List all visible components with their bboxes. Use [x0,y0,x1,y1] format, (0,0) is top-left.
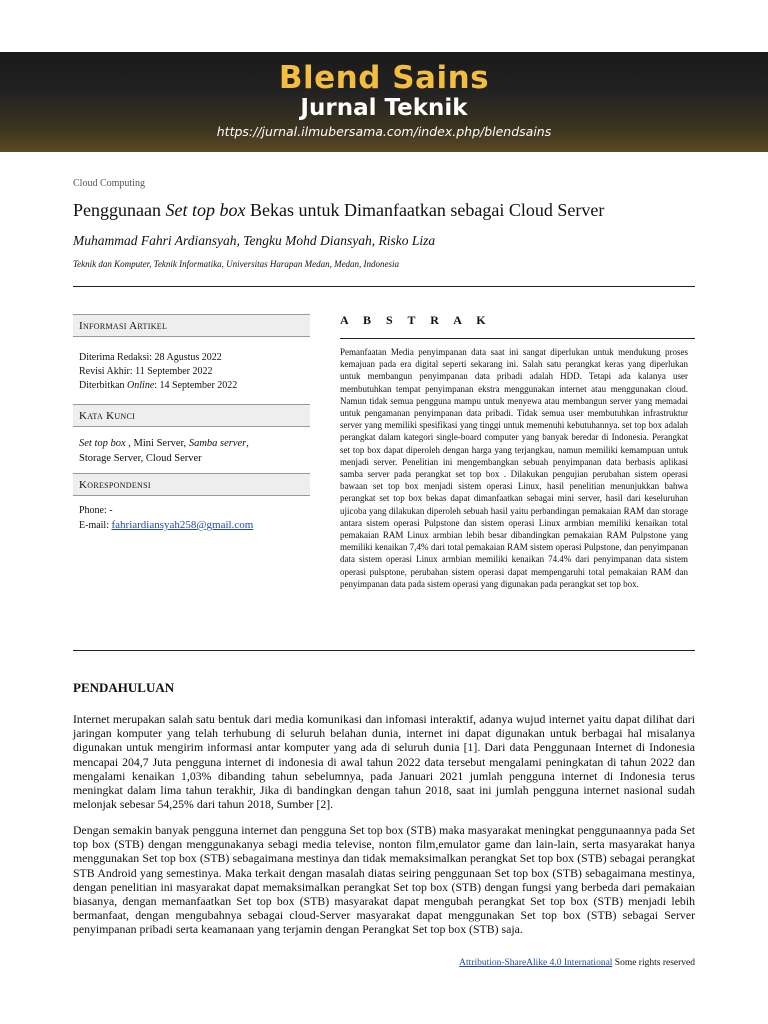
info-heading: Informasi Artikel [73,314,310,337]
article-dates [79,351,237,393]
section-heading: PENDAHULUAN [73,680,175,695]
article-category: Cloud Computing [73,178,145,189]
keywords-heading: Kata Kunci [73,404,310,427]
published-date: Diterbitkan Online: 14 September 2022 [79,380,238,391]
revised-date: Revisi Akhir: 11 September 2022 [79,366,213,377]
article-authors: Muhammad Fahri Ardiansyah, Tengku Mohd Diansyah, Risko Liza [73,233,436,248]
license-note: Attribution-ShareAlike 4.0 International Some rights reserved [459,958,695,968]
phone: Phone: - [79,505,113,516]
abstract-bottom-rule [73,650,695,651]
journal-url[interactable]: https://jurnal.ilmubersama.com/index.php/blendsains [216,124,552,139]
keywords-list: Set top box , Mini Server, Samba server, Storage Server, Cloud Server [79,438,249,464]
license-link[interactable]: Attribution-ShareAlike 4.0 International [459,958,613,968]
header-divider [73,286,695,287]
journal-banner [0,52,768,152]
article-title: Penggunaan Set top box Bekas untuk Dimanfaatkan sebagai Cloud Server [73,200,605,220]
intro-paragraph-1: Internet merupakan salah satu bentuk dari media komunikasi dan infomasi interaktif, adanya wujud internet yaitu dapat dilihat dari jaringan komputer yang telah terhubung di seluruh belahan dunia, internet ini dapat digunakan untuk berbagai hal misalanya digunakan untuk mengirim informasi antar komputer yang ada di seluruh dunia [1]. Dari data Penggunaan Internet di Indonesia mencapai 204,7 Juta pengguna internet di indonesia di awal tahun 2022 data tersebut mengalami peningkatan di tahun 2022 dan mengalami kenaikan 1,03% dibanding tahun sebelumnya, pada Januari 2021 jumlah pengguna internet di Indonesia terus meningkat dalam lima tahun terakhir, Jika di bandingkan dengan tahun 2018, saat ini jumlah pengguna internet nasional sudah melonjak sebesar 54,25% dari tahun 2018, Sumber [2]. [73,712,695,812]
email-link[interactable]: fahriardiansyah258@gmail.com [111,519,254,531]
correspondence-details: Phone: - E-mail: fahriardiansyah258@gmail.com [79,505,254,531]
journal-brand: Blend Sains [278,60,490,96]
intro-paragraph-2: Dengan semakin banyak pengguna internet dan pengguna Set top box (STB) maka masyarakat meningkat penggunaannya pada Set top box (STB) dengan menggunakanya sebagi media televise, nonton film,emulator game dan lain-lain, serta masyarakat hanya menggunakan Set top box (STB) sebagaimana mestinya dan tidak memaksimalkan perangkat Set top box (STB) sebagai perangkat STB Android yang semestinya. Maka terkait dengan masalah diatas seiring penggunaan Set top box (STB) sebagaimana mestinya, dengan penelitian ini masyarakat dapat memaksimalkan perangkat Set top box (STB) dengan fungsi yang berbeda dari pemakaian biasanya, dengan memanfaatkan Set top box (STB) masyarakat dapat mengubah perangkat Set top box (STB) menjadi lebih bermanfaat, dengan mengubahnya sebagai cloud-Server masyarakat dapat menggunakan Set top box (STB) sebagai Server penyimpanan pribadi serta keamanaan yang terjamin dengan Perangkat Set top box (STB) saja. [73,823,695,937]
correspondence-heading: Korespondensi [73,473,310,496]
top-white-strip [0,0,768,52]
received-date: Diterima Redaksi: 28 Agustus 2022 [79,352,222,363]
abstract-text: Pemanfaatan Media penyimpanan data saat ini sangat diperlukan untuk mendukung proses kemajuan pada era digital seperti sekarang ini. Salah satu perangkat keras yang diperlukan untuk membangun penyimpanan data pribadi adalah HDD. Tetapi ada kalanya user membutuhkan tempat penyimpanan ekstra menggunakan internet atau menggunakan cloud. Namun tidak semua pengguna mampu untuk menyewa atau membangun server yang memadai untuk pengamanan penyimpanan data pribadi. Tidak semua user membutuhkan infrastruktur server yang memiliki spesifikasi yang tinggi untuk memenuhi kebutuhannya. set top box adalah perangkat dalam kategori single-board computer yang banyak beredar di Indonesia. Perangkat set top box dapat diperoleh dengan harga yang terjangkau, namun memiliki kemampuan untuk menjadi server. Penelitian ini mengembangkan sebuah penyimpanan data berbasis aplikasi samba server pada perangkat set top box . Dilakukan pengujian perubahan sistem operasi bawaan set top box menjadi sistem operasi Linux, hasil penelitian menunjukkan bahwa perangkat set top box bekas dapat dimanfaatkan sebagai mini server, hasil dari keseluruhan ujicoba yang dilakukan diperoleh sebuah hasil yaitu perbandingan pemakaian RAM dan storage antara sistem operasi Pulpstone dan sistem operasi Linux armbian memiliki kenaikan total pemakaian RAM Linux armbian lebih besar dibandingkan pemakaian RAM Pulpstone yang memiliki kenaikan 7,4% dari total pemakaian RAM sistem operasi Pulpstone, dan penyimpanan data sistem operasi Linux armbian memiliki kenaikan 74.4% dari penyimpanan data sistem operasi pulsptone, perubahan sistem operasi dapat mempengaruhi total pemakaian RAM dan penyimpanan data pada sistem operasi yang digunakan pada perangkat set top box. [340,347,688,589]
journal-subtitle: Jurnal Teknik [300,95,468,121]
article-affiliation: Teknik dan Komputer, Teknik Informatika, Universitas Harapan Medan, Medan, Indonesia [73,259,400,269]
abstract-top-rule [340,338,695,339]
abstract-heading: A B S T R A K [340,313,492,327]
